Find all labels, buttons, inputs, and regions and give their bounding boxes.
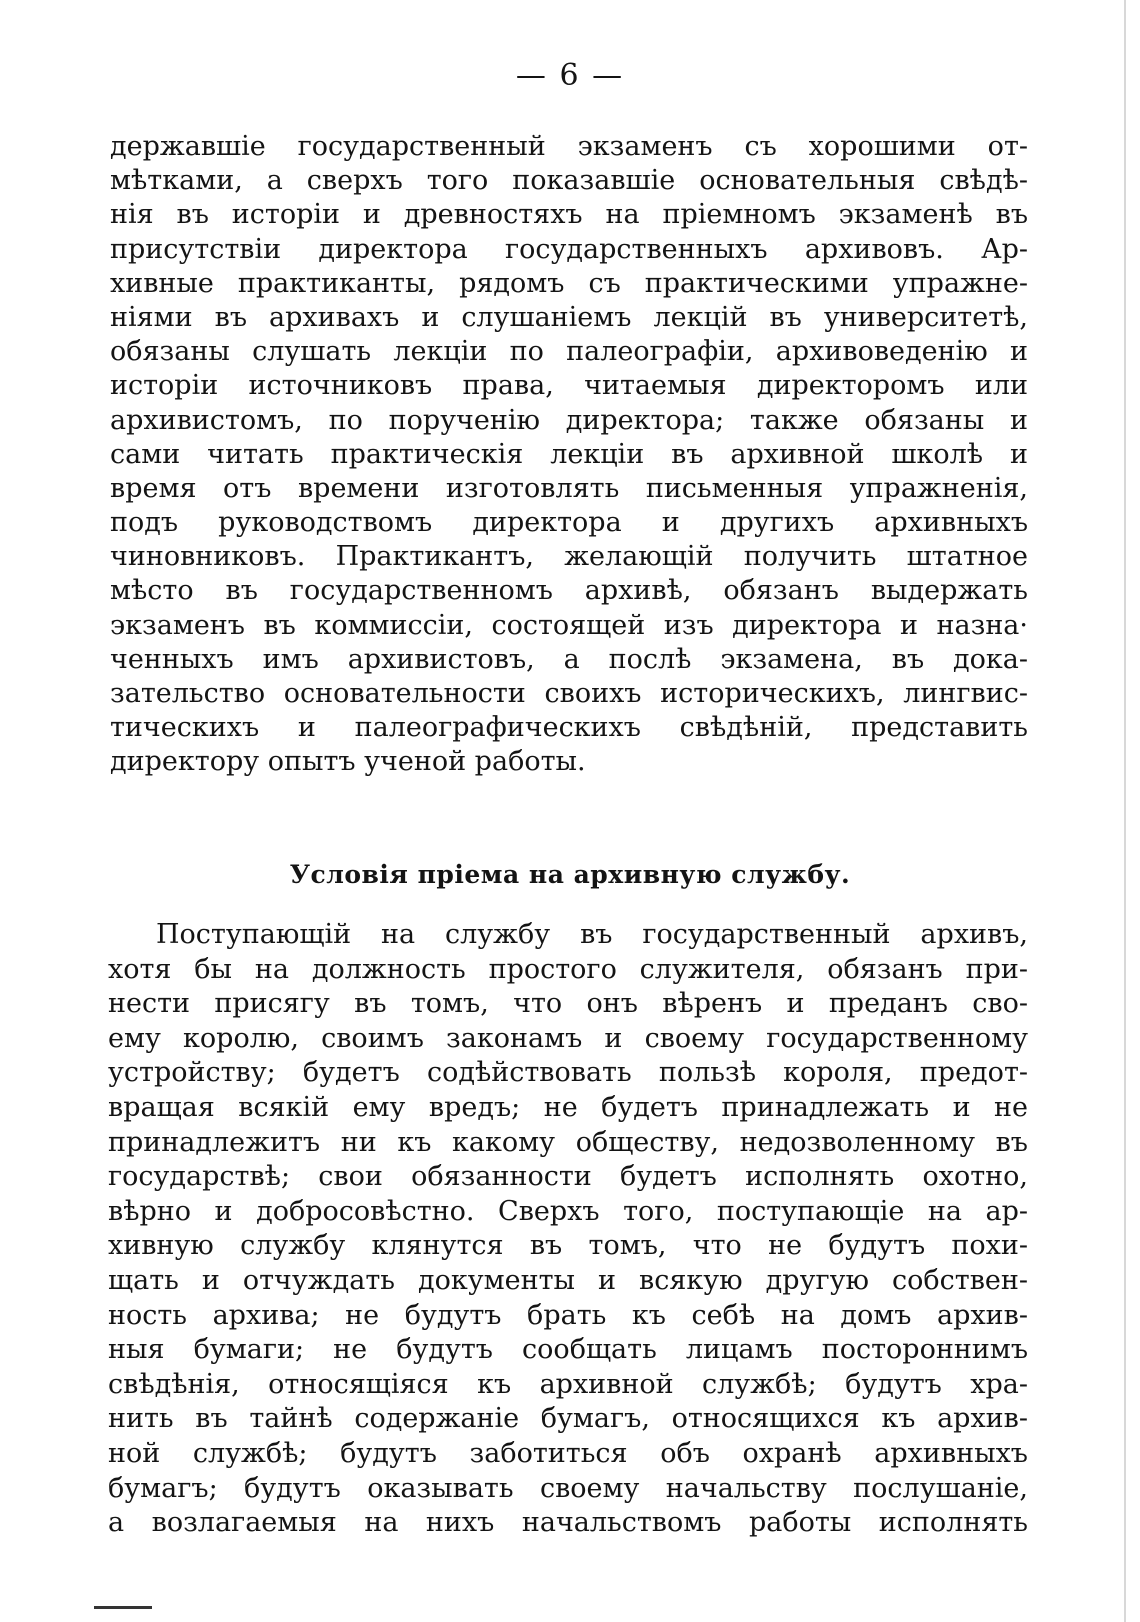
text-line: нить въ тайнѣ содержаніе бумагъ, относящихся къ архив-: [108, 1403, 1028, 1435]
text-line: вращая всякій ему вредъ; не будетъ принадлежать и не: [108, 1091, 1028, 1123]
text-line: нія въ исторіи и древностяхъ на пріемномъ экзаменѣ въ: [110, 199, 1028, 231]
footnote-rule: [94, 1606, 152, 1609]
text-line: архивистомъ, по порученію директора; также обязаны и: [110, 404, 1028, 436]
text-line: щать и отчуждать документы и всякую другую собствен-: [108, 1264, 1028, 1296]
text-line: ныя бумаги; не будутъ сообщать лицамъ постороннимъ: [108, 1334, 1028, 1366]
text-line: бумагъ; будутъ оказывать своему начальству послушаніе,: [108, 1472, 1028, 1504]
text-line: нести присягу въ томъ, что онъ вѣренъ и преданъ сво-: [108, 988, 1028, 1020]
text-line: мѣтками, а сверхъ того показавшіе основательныя свѣдѣ-: [110, 165, 1028, 197]
section-heading: Условія пріема на архивную службу.: [289, 860, 851, 889]
text-line: принадлежитъ ни къ какому обществу, недозволенному въ: [108, 1126, 1028, 1158]
text-line: тическихъ и палеографическихъ свѣдѣній, представить: [110, 712, 1028, 744]
text-line: исторіи источниковъ права, читаемыя директоромъ или: [110, 370, 1028, 402]
text-line: державшіе государственный экзаменъ съ хорошими от-: [110, 131, 1028, 162]
text-line: время отъ времени изготовлять письменныя упражненія,: [110, 472, 1028, 504]
text-line: мѣсто въ государственномъ архивѣ, обязанъ выдержать: [110, 575, 1028, 607]
text-line: сами читать практическія лекціи въ архивной школѣ и: [110, 438, 1028, 470]
text-line: обязаны слушать лекціи по палеографіи, архивоведенію и: [110, 336, 1028, 368]
text-line: чиновниковъ. Практикантъ, желающій получить штатное: [110, 541, 1028, 573]
text-line: государствѣ; свои обязанности будетъ исполнять охотно,: [108, 1161, 1028, 1193]
text-line: Поступающій на службу въ государственный архивъ,: [156, 919, 1028, 950]
page-number: — 6 —: [515, 58, 625, 93]
text-line: зательство основательности своихъ историческихъ, лингвис-: [110, 678, 1028, 709]
text-line: ему королю, своимъ законамъ и своему государственному: [108, 1022, 1028, 1054]
text-line: устройству; будетъ содѣйствовать пользѣ короля, предот-: [108, 1057, 1028, 1089]
text-line: ность архива; не будутъ брать къ себѣ на домъ архив-: [108, 1299, 1028, 1331]
text-line: экзаменъ въ коммиссіи, состоящей изъ директора и назна·: [110, 609, 1028, 641]
page-edge-line: [1124, 0, 1126, 1622]
text-line: подъ руководствомъ директора и другихъ архивныхъ: [110, 507, 1028, 539]
text-line: ной службѣ; будутъ заботиться объ охранѣ архивныхъ: [108, 1437, 1028, 1469]
text-line: вѣрно и добросовѣстно. Сверхъ того, поступающіе на ар-: [108, 1195, 1028, 1227]
text-line: ніями въ архивахъ и слушаніемъ лекцій въ университетѣ,: [110, 301, 1028, 333]
text-line: директору опытъ ученой работы.: [110, 746, 586, 778]
text-line: ченныхъ имъ архивистовъ, а послѣ экзамена, въ дока-: [110, 643, 1028, 675]
text-line: свѣдѣнія, относящіяся къ архивной службѣ; будутъ хра-: [108, 1368, 1028, 1400]
paragraph-oath: [108, 918, 1028, 1541]
text-line: хивную службу клянутся въ томъ, что не будутъ похи-: [108, 1230, 1028, 1262]
paragraph-continued: [110, 130, 1028, 780]
text-line: присутствіи директора государственныхъ архивовъ. Ар-: [110, 233, 1028, 265]
text-line: хивные практиканты, рядомъ съ практическими упражне-: [110, 267, 1028, 299]
text-line: хотя бы на должность простого служителя, обязанъ при-: [108, 953, 1028, 985]
text-line: а возлагаемыя на нихъ начальствомъ работы исполнять: [108, 1507, 1028, 1539]
